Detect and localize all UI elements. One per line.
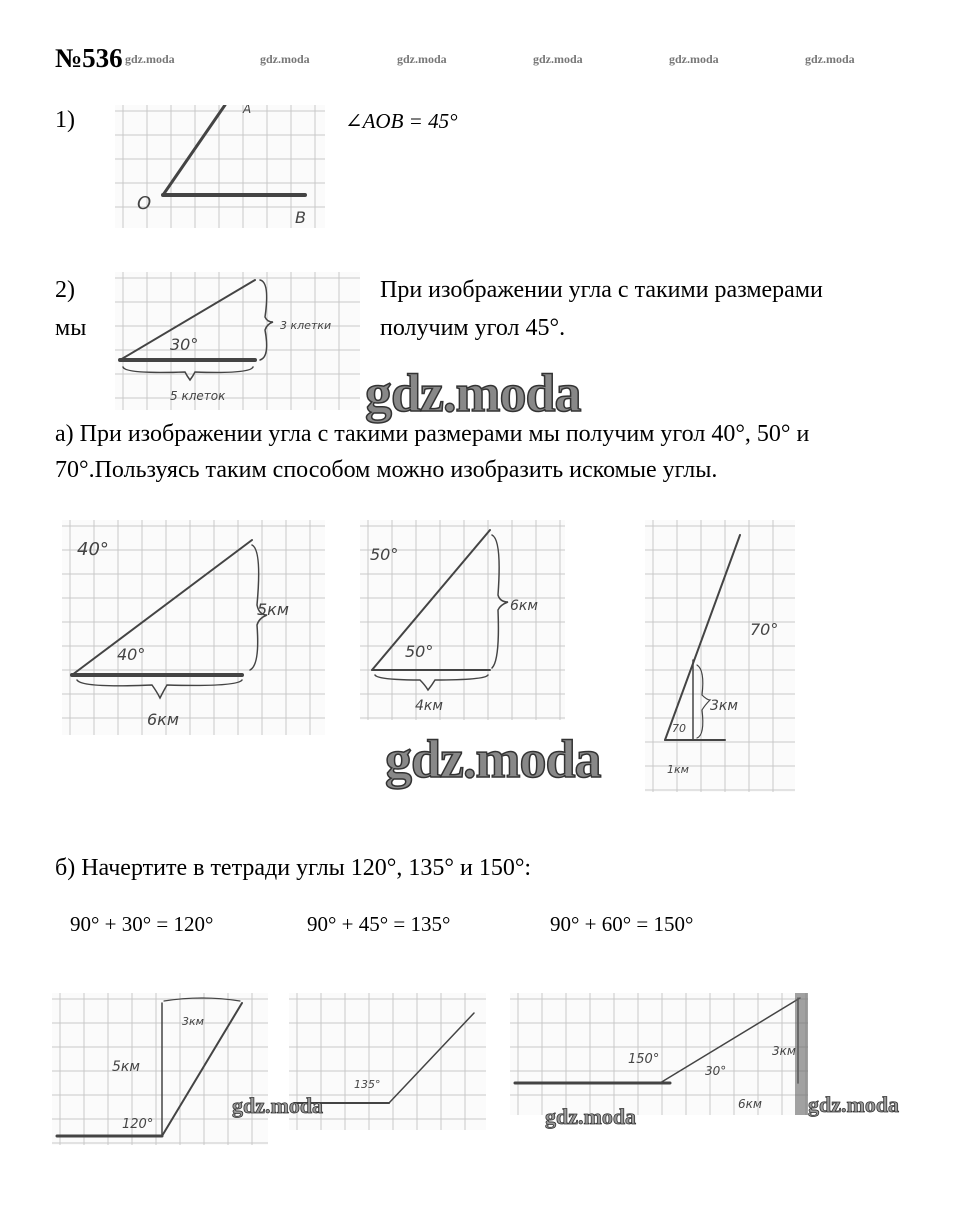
watermark: gdz.moda <box>533 52 583 66</box>
height-label: 3км <box>710 698 738 714</box>
part2-prefix: мы <box>55 315 87 341</box>
part-a-line1: а) При изображении угла с такими размерами мы получим угол 40°, 50° и <box>55 421 810 447</box>
base-label: 5 клеток <box>170 389 226 403</box>
inner-angle-label: 30° <box>705 1064 727 1078</box>
height-label: 5км <box>257 600 289 619</box>
angle-30-sketch <box>115 272 360 410</box>
angle-label: 40° <box>117 645 146 664</box>
angle-label: 30° <box>170 335 199 354</box>
watermark: gdz.moda <box>669 52 719 66</box>
angle-aob-sketch <box>115 105 325 228</box>
angle-150-sketch <box>510 993 808 1115</box>
angle-label: 70 <box>672 722 686 735</box>
title-label: 50° <box>370 545 399 564</box>
height-label: 6км <box>510 598 538 614</box>
watermark: gdz.moda <box>260 52 310 66</box>
angle-40-sketch <box>62 520 325 735</box>
base-label: 6км <box>738 1097 762 1111</box>
angle-label: 150° <box>628 1052 660 1067</box>
watermark: gdz.moda <box>397 52 447 66</box>
part2-text-line1: При изображении угла с такими размерами <box>380 277 823 303</box>
angle-formula: ∠AOB = 45° <box>345 109 458 133</box>
watermark-large: gdz.moda <box>385 729 601 789</box>
watermark: gdz.moda <box>805 52 855 66</box>
angle-label: 120° <box>122 1117 154 1132</box>
part1-label: 1) <box>55 107 75 133</box>
problem-number: №536 <box>55 43 123 73</box>
part2-label: 2) <box>55 277 75 303</box>
part-a-line2: 70°.Пользуясь таким способом можно изобразить искомые углы. <box>55 457 718 483</box>
height-label: 5км <box>112 1059 140 1075</box>
grid-lines <box>52 993 268 1145</box>
ray-oa <box>163 105 225 195</box>
watermark: gdz.moda <box>808 1092 900 1117</box>
point-a-label: A <box>243 105 252 116</box>
height-label: 3км <box>772 1044 796 1058</box>
top-label: 3км <box>182 1015 204 1028</box>
angle-50-sketch <box>360 520 565 720</box>
vertex-label: O <box>137 193 152 214</box>
equation-135: 90° + 45° = 135° <box>307 912 451 936</box>
title-label: 40° <box>77 539 109 560</box>
point-b-label: B <box>295 208 306 227</box>
height-label: 3 клетки <box>280 319 332 332</box>
angle-70-sketch <box>645 520 795 792</box>
watermark: gdz.moda <box>125 52 175 66</box>
base-label: 1км <box>667 763 689 776</box>
watermark: gdz.moda <box>545 1104 637 1129</box>
equation-150: 90° + 60° = 150° <box>550 912 694 936</box>
base-label: 6км <box>147 710 179 729</box>
equation-120: 90° + 30° = 120° <box>70 912 214 936</box>
base-label: 4км <box>415 698 443 714</box>
title-label: 70° <box>750 620 779 639</box>
watermark: gdz.moda <box>232 1093 324 1118</box>
grid-lines <box>645 520 795 792</box>
watermark-large: gdz.moda <box>365 363 581 423</box>
angle-120-sketch <box>52 993 268 1145</box>
part2-text-line2: получим угол 45°. <box>380 315 566 341</box>
angle-label: 135° <box>354 1078 381 1091</box>
angle-label: 50° <box>405 642 434 661</box>
part-b-line1: б) Начертите в тетради углы 120°, 135° и 150°: <box>55 855 532 881</box>
